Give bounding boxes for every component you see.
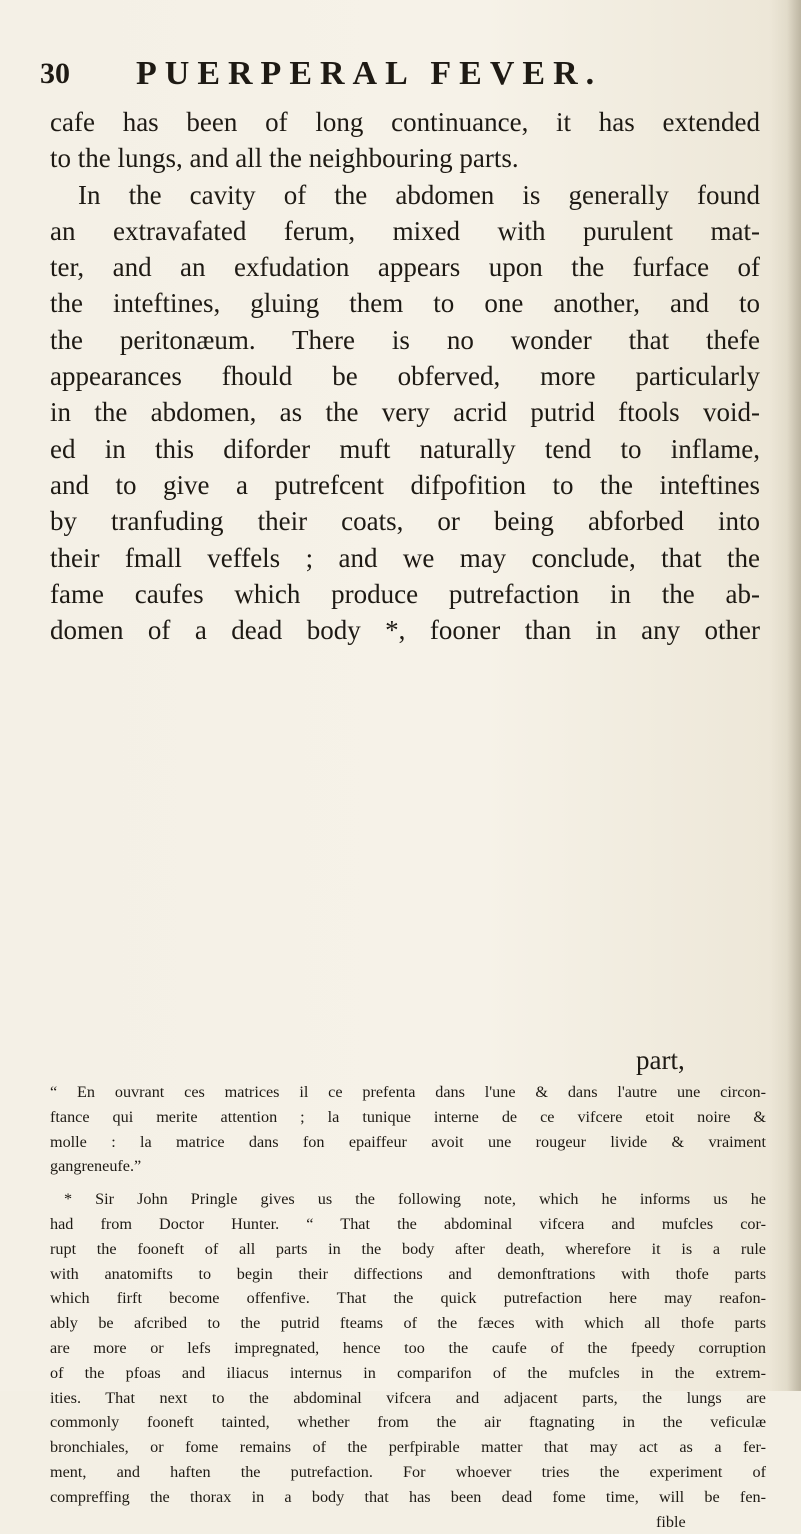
page-number: 30 — [40, 57, 70, 90]
body-line: an extravafated ferum, mixed with purulent mat- — [50, 215, 760, 246]
quote-line: gangreneufe.” — [50, 1157, 142, 1176]
catchword: part, — [636, 1045, 685, 1075]
body-line: by tranfuding their coats, or being abforbed into — [50, 506, 760, 537]
footnote-line: bronchiales, or fome remains of the perfpirable matter that may act as a fer- — [50, 1438, 766, 1457]
quote-line: “ En ouvrant ces matrices il ce prefenta dans l'une & dans l'autre une circon- — [50, 1083, 766, 1101]
page-header — [40, 52, 760, 96]
notes-section — [50, 1080, 766, 1534]
footnote-line: commonly fooneft tainted, whether from the air ftagnating in the veficulæ — [50, 1413, 766, 1432]
footnote-line: ities. That next to the abdominal vifcera and adjacent parts, the lungs are — [50, 1388, 766, 1407]
footnote-line: fible — [656, 1512, 686, 1531]
body-line: In the cavity of the abdomen is generally found — [78, 179, 760, 210]
footnote-line: are more or lefs impregnated, hence too the caufe of the fpeedy corruption — [50, 1338, 766, 1357]
footnote-line: ably be afcribed to the putrid fteams of the fæces with which all thofe parts — [50, 1314, 766, 1333]
notes-gap — [50, 1179, 766, 1187]
body-line: and to give a putrefcent difpofition to the inteftines — [50, 469, 760, 500]
footnote-line: ment, and haften the putrefaction. For whoever tries the experiment of — [50, 1462, 766, 1481]
body-text — [50, 104, 760, 648]
page-edge-shadow — [787, 0, 801, 1391]
body-line: ter, and an exfudation appears upon the furface of — [50, 252, 760, 283]
body-line: appearances fhould be obferved, more particularly — [50, 361, 760, 392]
body-line: cafe has been of long continuance, it has extended — [50, 107, 760, 137]
body-line: the inteftines, gluing them to one another, and to — [50, 288, 760, 319]
quote-line: ftance qui merite attention ; la tunique interne de ce vifcere etoit noire & — [50, 1107, 766, 1126]
body-line: domen of a dead body *, fooner than in any other — [50, 615, 760, 646]
quote-line: molle : la matrice dans fon epaiffeur avoit une rougeur livide & vraiment — [50, 1132, 766, 1151]
footnote-line: which firft become offenfive. That the quick putrefaction here may reafon- — [50, 1289, 766, 1308]
footnote-line: rupt the fooneft of all parts in the body after death, wherefore it is a rule — [50, 1239, 766, 1258]
footnote-line: of the pfoas and iliacus internus in comparifon of the mufcles in the extrem- — [50, 1363, 766, 1382]
footnote-line: compreffing the thorax in a body that has been dead fome time, will be fen- — [50, 1487, 766, 1506]
body-line: their fmall veffels ; and we may conclude, that the — [50, 542, 760, 573]
french-quotation — [50, 1080, 766, 1179]
body-line: to the lungs, and all the neighbouring parts. — [50, 143, 519, 174]
footnote-line: * Sir John Pringle gives us the following note, which he informs us he — [64, 1190, 766, 1209]
footnote — [50, 1187, 766, 1534]
footnote-line: with anatomifts to begin their diffections and demonftrations with thofe parts — [50, 1264, 766, 1283]
body-line: in the abdomen, as the very acrid putrid ftools void- — [50, 397, 760, 428]
body-line: fame caufes which produce putrefaction in the ab- — [50, 578, 760, 609]
footnote-line: had from Doctor Hunter. “ That the abdominal vifcera and mufcles cor- — [50, 1214, 766, 1233]
running-title: PUERPERAL FEVER. — [136, 55, 603, 92]
body-line: the peritonæum. There is no wonder that thefe — [50, 324, 760, 355]
body-line: ed in this diforder muft naturally tend to inflame, — [50, 433, 760, 464]
